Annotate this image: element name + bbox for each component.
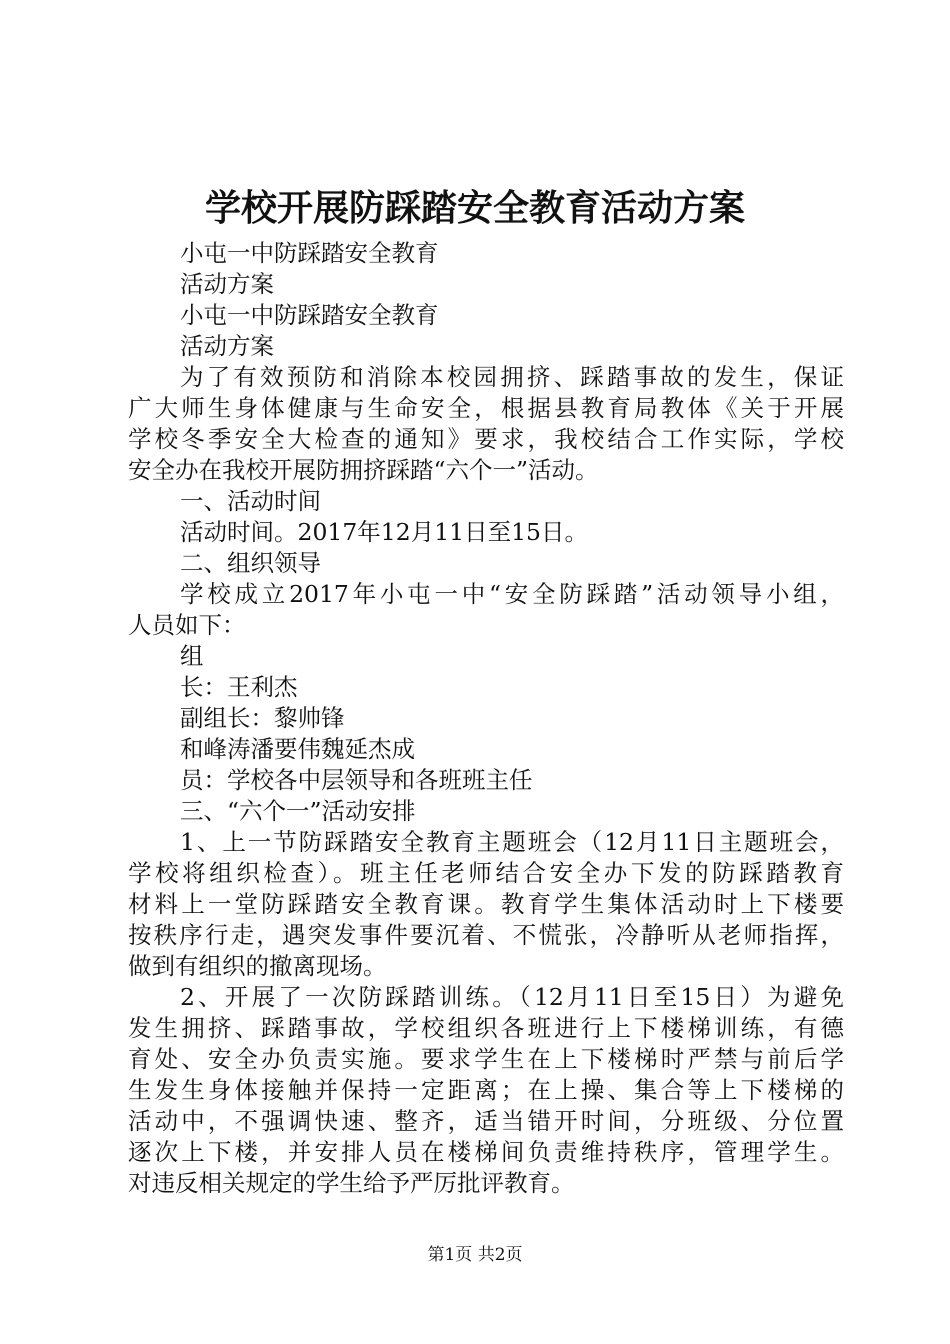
body-line: 材料上一堂防踩踏安全教育课。教育学生集体活动时上下楼要 <box>128 890 844 918</box>
body-line: 育处、安全办负责实施。要求学生在上下楼梯时严禁与前后学 <box>128 1045 844 1073</box>
body-line: 活动中，不强调快速、整齐，适当错开时间，分班级、分位置 <box>128 1107 844 1135</box>
body-line: 活动方案 <box>180 332 274 360</box>
body-line: 广大师生身体健康与生命安全，根据县教育局教体《关于开展 <box>128 394 844 422</box>
body-line: 副组长：黎帅锋 <box>180 704 345 732</box>
body-line: 员：学校各中层领导和各班班主任 <box>180 766 533 794</box>
body-line: 学校成立2017年小屯一中“安全防踩踏”活动领导小组， <box>180 580 844 608</box>
body-line: 做到有组织的撤离现场。 <box>128 952 387 980</box>
body-line: 一、活动时间 <box>180 487 321 515</box>
body-line: 安全办在我校开展防拥挤踩踏“六个一”活动。 <box>128 456 599 484</box>
body-line: 发生拥挤、踩踏事故，学校组织各班进行上下楼梯训练，有德 <box>128 1014 844 1042</box>
body-line: 长：王利杰 <box>180 673 298 701</box>
body-line: 学校冬季安全大检查的通知》要求，我校结合工作实际，学校 <box>128 425 844 453</box>
document-title: 学校开展防踩踏安全教育活动方案 <box>204 187 745 229</box>
body-line: 1、上一节防踩踏安全教育主题班会（12月11日主题班会， <box>180 828 844 856</box>
body-line: 小屯一中防踩踏安全教育 <box>180 239 439 267</box>
body-line: 对违反相关规定的学生给予严厉批评教育。 <box>128 1169 575 1197</box>
document-body <box>128 238 844 1199</box>
body-line: 活动时间。2017年12月11日至15日。 <box>180 518 589 546</box>
body-line: 人员如下： <box>128 611 246 639</box>
body-line: 按秩序行走，遇突发事件要沉着、不慌张，冷静听从老师指挥， <box>128 921 844 949</box>
page-footer: 第1页 共2页 <box>427 1245 523 1265</box>
body-line: 和峰涛潘要伟魏延杰成 <box>180 735 415 763</box>
body-line: 二、组织领导 <box>180 549 321 577</box>
body-line: 2、开展了一次防踩踏训练。（12月11日至15日）为避免 <box>180 983 844 1011</box>
body-line: 生发生身体接触并保持一定距离；在上操、集合等上下楼梯的 <box>128 1076 844 1104</box>
body-line: 为了有效预防和消除本校园拥挤、踩踏事故的发生，保证 <box>180 363 844 391</box>
body-line: 学校将组织检查）。班主任老师结合安全办下发的防踩踏教育 <box>128 859 844 887</box>
body-line: 逐次上下楼，并安排人员在楼梯间负责维持秩序，管理学生。 <box>128 1138 844 1166</box>
body-line: 组 <box>180 642 204 670</box>
body-line: 小屯一中防踩踏安全教育 <box>180 301 439 329</box>
body-line: 三、“六个一”活动安排 <box>180 797 416 825</box>
body-line: 活动方案 <box>180 270 274 298</box>
